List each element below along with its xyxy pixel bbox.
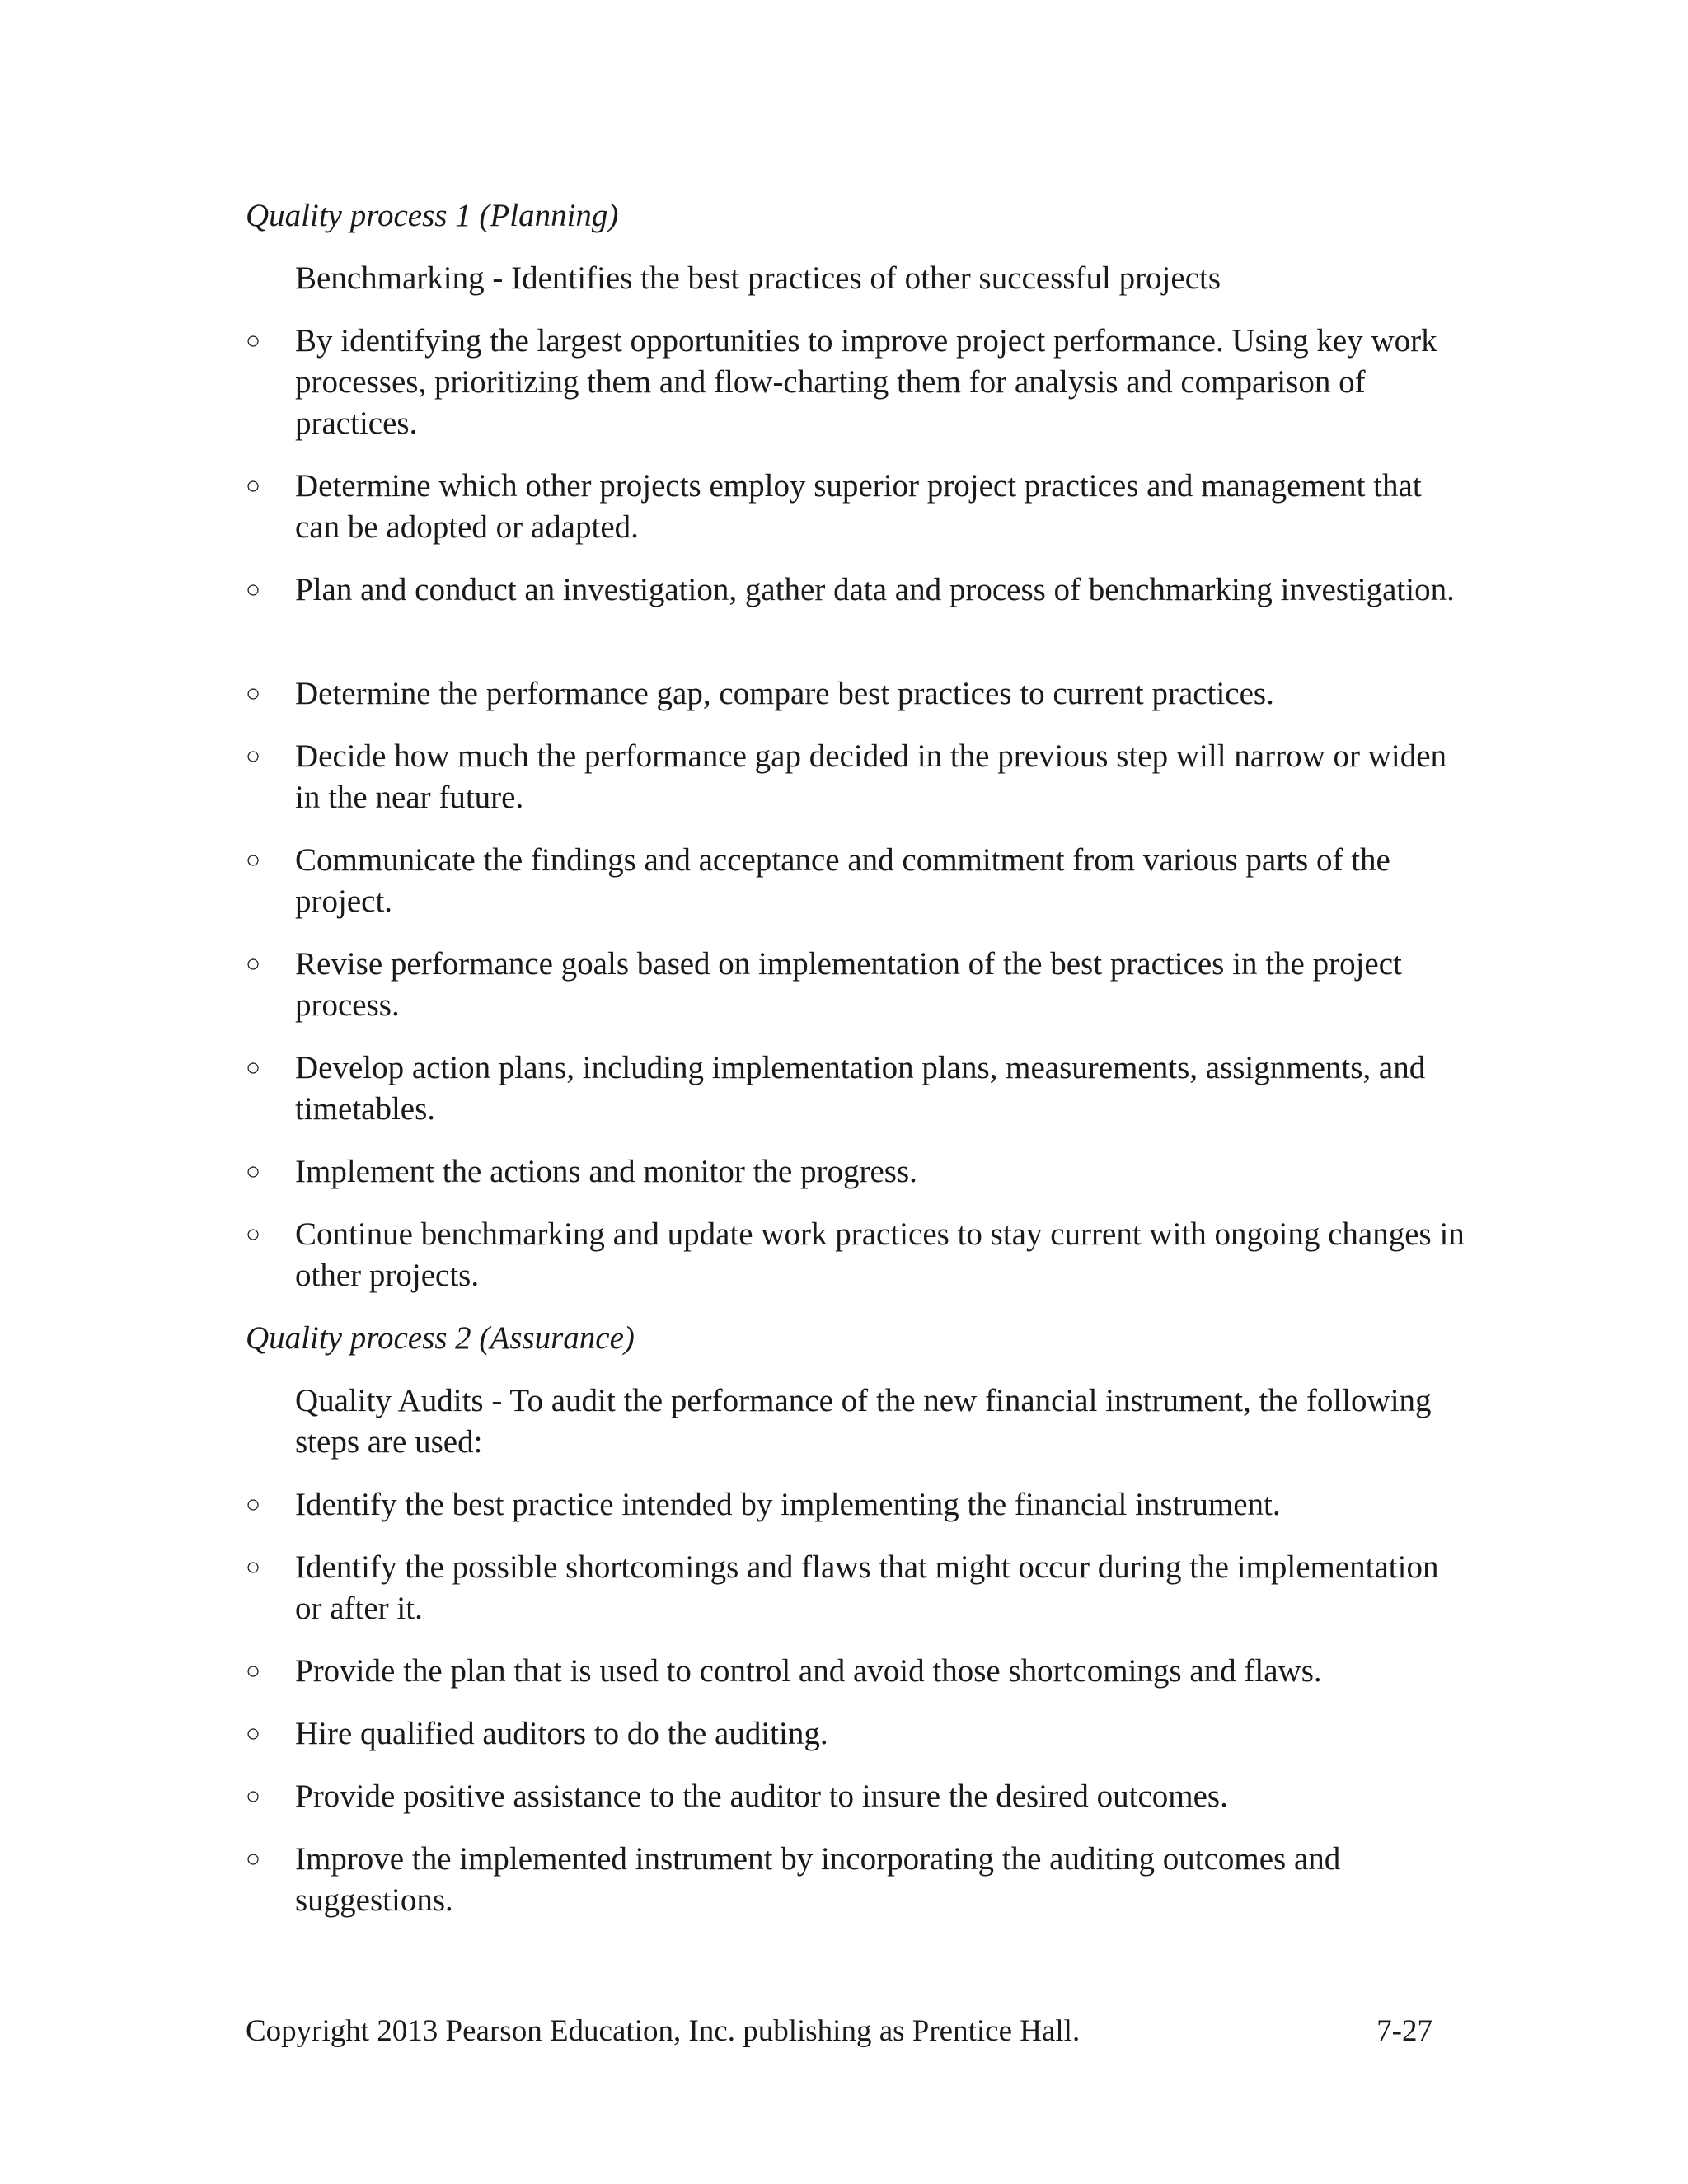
bullet-circle-icon: ○	[246, 846, 261, 874]
list-item-text: Determine which other projects employ superior project practices and management that can be adopted or adapted.	[295, 468, 1422, 545]
bullet-circle-icon: ○	[246, 1554, 261, 1581]
list-item-text: Revise performance goals based on implementation of the best practices in the project process.	[295, 946, 1402, 1023]
list-item-text: Implement the actions and monitor the progress.	[295, 1154, 917, 1189]
list-item-text: Improve the implemented instrument by incorporating the auditing outcomes and suggestions.	[295, 1841, 1341, 1918]
bullet-circle-icon: ○	[246, 1054, 261, 1081]
bullet-circle-icon: ○	[246, 1657, 261, 1685]
bullet-circle-icon: ○	[246, 1158, 261, 1185]
list-item-text: Develop action plans, including implementation plans, measurements, assignments, and timetables.	[295, 1050, 1426, 1127]
list-item-text: Provide the plan that is used to control and avoid those shortcomings and flaws.	[295, 1653, 1322, 1689]
list-item-text: Plan and conduct an investigation, gather data and process of benchmarking investigation.	[295, 572, 1455, 607]
copyright-footer: Copyright 2013 Pearson Education, Inc. publishing as Prentice Hall.	[246, 2014, 1081, 2048]
list-item-text: Identify the best practice intended by implementing the financial instrument.	[295, 1487, 1281, 1522]
list-item-text: Hire qualified auditors to do the auditing.	[295, 1716, 828, 1751]
section-intro-quality-audits: Quality Audits - To audit the performance of the new financial instrument, the following steps are used:	[295, 1383, 1432, 1460]
bullet-circle-icon: ○	[246, 950, 261, 977]
page-number: 7-27	[1376, 2014, 1432, 2048]
bullet-circle-icon: ○	[246, 576, 261, 603]
section-intro-benchmarking: Benchmarking - Identifies the best practices of other successful projects	[295, 260, 1221, 296]
bullet-circle-icon: ○	[246, 1845, 261, 1872]
bullet-circle-icon: ○	[246, 1221, 261, 1248]
bullet-circle-icon: ○	[246, 472, 261, 499]
bullet-circle-icon: ○	[246, 743, 261, 770]
bullet-circle-icon: ○	[246, 327, 261, 354]
list-item-text: Continue benchmarking and update work practices to stay current with ongoing changes in other projects.	[295, 1216, 1465, 1293]
bullet-circle-icon: ○	[246, 1783, 261, 1810]
list-item-text: By identifying the largest opportunities to improve project performance. Using key work processes, prioritizing them and flow-charting them for analysis and comparison of practices.	[295, 323, 1437, 441]
bullet-circle-icon: ○	[246, 680, 261, 707]
section-heading-assurance: Quality process 2 (Assurance)	[246, 1320, 635, 1356]
list-item-text: Identify the possible shortcomings and flaws that might occur during the implementation or after it.	[295, 1549, 1439, 1626]
list-item-text: Provide positive assistance to the auditor to insure the desired outcomes.	[295, 1779, 1228, 1814]
section-heading-planning: Quality process 1 (Planning)	[246, 198, 619, 233]
list-item-text: Decide how much the performance gap decided in the previous step will narrow or widen in the near future.	[295, 738, 1447, 815]
list-item-text: Determine the performance gap, compare best practices to current practices.	[295, 676, 1274, 711]
bullet-circle-icon: ○	[246, 1720, 261, 1747]
bullet-circle-icon: ○	[246, 1491, 261, 1518]
list-item-text: Communicate the findings and acceptance and commitment from various parts of the project.	[295, 842, 1390, 919]
